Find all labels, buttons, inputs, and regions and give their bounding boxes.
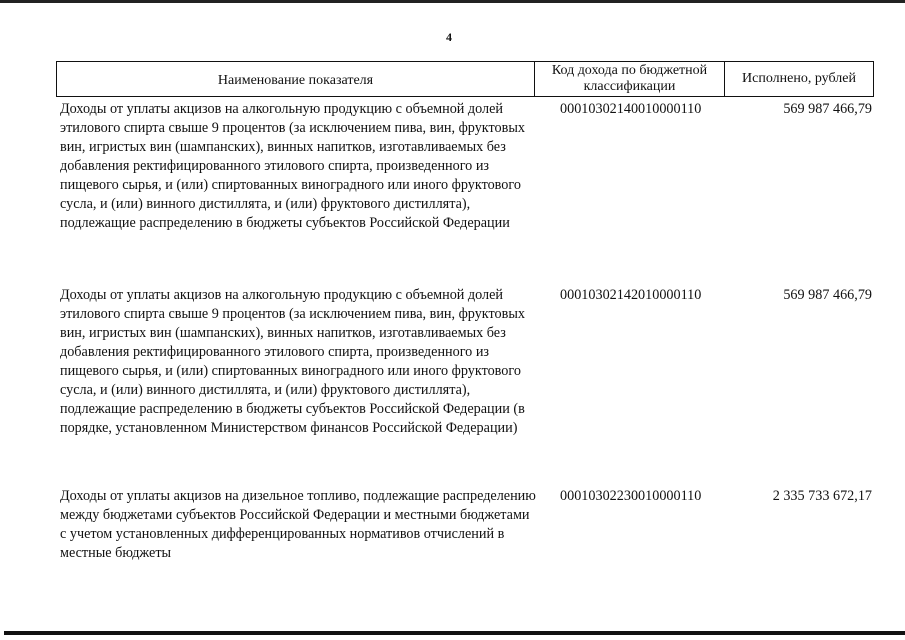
row-name: Доходы от уплаты акцизов на алкогольную продукцию с объемной долей этилового спирта свыше 9 процентов (за исключением пива, вин, фруктовых вин, игристых вин (шампанских), винных напитков, изготавливаемых без добавления ректифицированного этилового спирта, произведенного из пищевого сырья, и (или) спиртованных виноградного или иного фруктового сусла, и (или) винного дистиллята, и (или) фруктового дистиллята), подлежащие распределению в бюджеты субъектов Российской Федерации <box>60 101 525 231</box>
page-number: 4 <box>446 30 452 44</box>
table-header <box>56 61 874 97</box>
header-name: Наименование показателя <box>57 62 535 96</box>
row-name: Доходы от уплаты акцизов на алкогольную продукцию с объемной долей этилового спирта свыше 9 процентов (за исключением пива, вин, фруктовых вин, игристых вин (шампанских), винных напитков, изготавливаемых без добавления ректифицированного этилового спирта, произведенного из пищевого сырья, и (или) спиртованных виноградного или иного фруктового сусла, и (или) винного дистиллята, и (или) фруктового дистиллята), подлежащие распределению в бюджеты субъектов Российской Федерации (в порядке, установленном Министерством финансов Российской Федерации) <box>60 287 525 436</box>
header-code: Код дохода по бюджетной классификации <box>535 62 725 96</box>
row-code: 00010302140010000110 <box>560 101 702 117</box>
top-border-line <box>0 0 905 3</box>
row-code: 00010302142010000110 <box>560 287 702 303</box>
row-executed: 569 987 466,79 <box>783 287 872 303</box>
bottom-border-line <box>4 631 905 635</box>
header-executed: Исполнено, рублей <box>742 71 856 86</box>
row-executed: 2 335 733 672,17 <box>772 488 872 504</box>
row-executed: 569 987 466,79 <box>783 101 872 117</box>
row-code: 00010302230010000110 <box>560 488 702 504</box>
row-name: Доходы от уплаты акцизов на дизельное топливо, подлежащие распределению между бюджетами субъектов Российской Федерации и местными бюджетами с учетом установленных дифференцированных нормативов отчислений в местные бюджеты <box>60 488 536 561</box>
